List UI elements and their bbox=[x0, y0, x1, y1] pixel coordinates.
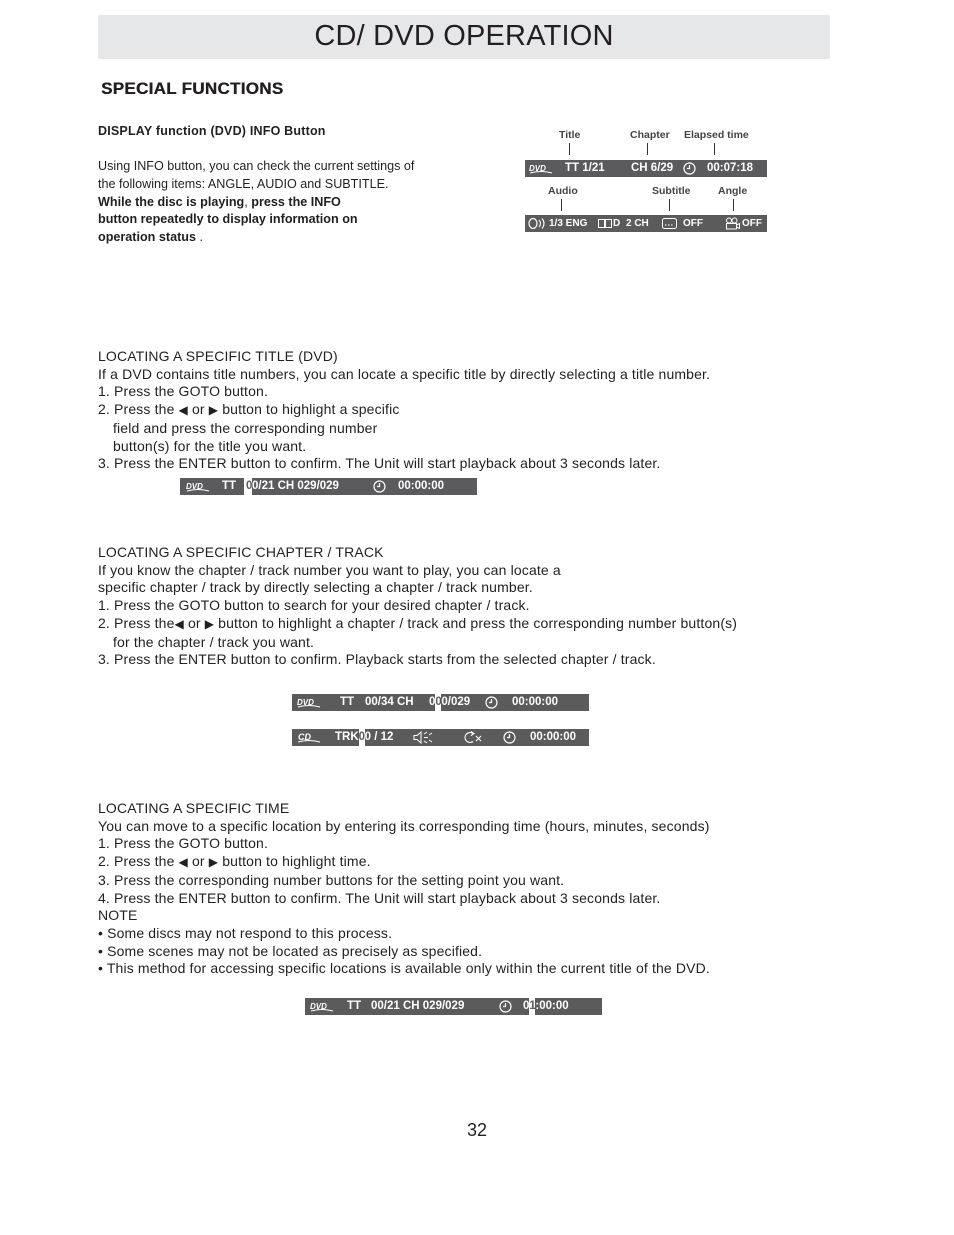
step-text: 2. Press the bbox=[98, 853, 179, 870]
left-arrow-icon: ◀ bbox=[174, 616, 184, 631]
section-heading: LOCATING A SPECIFIC TITLE (DVD) bbox=[98, 348, 338, 364]
osd-field-text: 0 / 12 bbox=[364, 731, 394, 743]
clock-icon bbox=[503, 731, 516, 744]
dvd-logo-icon bbox=[297, 697, 321, 708]
section-title: SPECIAL FUNCTIONS bbox=[101, 79, 284, 98]
body-line bbox=[98, 401, 710, 420]
osd-cursor: 1 bbox=[529, 998, 535, 1015]
osd-track-field bbox=[335, 729, 393, 746]
left-arrow-icon: ◀ bbox=[178, 855, 188, 870]
dvd-logo-icon bbox=[529, 163, 553, 174]
osd-audio-value: 1/3 ENG bbox=[549, 218, 588, 229]
osd-goto-time-bar bbox=[305, 998, 602, 1015]
right-arrow-icon: ▶ bbox=[208, 403, 219, 418]
right-arrow-icon: ▶ bbox=[208, 855, 219, 870]
title-section bbox=[98, 348, 710, 473]
info-description bbox=[98, 158, 478, 247]
osd-time-value: 00:00:00 bbox=[512, 696, 559, 708]
clock-icon bbox=[485, 696, 498, 709]
body-line: If a DVD contains title numbers, you can locate a specific title by directly selecting a title number. bbox=[98, 365, 711, 382]
osd-field-text: 0 bbox=[523, 1000, 530, 1012]
osd-info-bar-1 bbox=[525, 160, 767, 177]
osd-chapter-field bbox=[429, 694, 470, 711]
info-text: . bbox=[195, 230, 203, 245]
info-bold-text: button repeatedly to display information on bbox=[98, 212, 358, 227]
info-line: the following items: ANGLE, AUDIO and SUBTITLE. bbox=[98, 176, 389, 191]
step-text: or bbox=[183, 614, 205, 631]
svg-text:CD: CD bbox=[298, 732, 311, 742]
page-header-bar bbox=[98, 15, 830, 59]
cd-logo-icon bbox=[297, 732, 321, 743]
osd-dolby-label: D bbox=[613, 218, 621, 229]
pointer-line bbox=[733, 199, 734, 211]
label-elapsed-time: Elapsed time bbox=[684, 129, 749, 141]
pointer-line bbox=[714, 143, 715, 155]
osd-goto-chapter-bar bbox=[292, 694, 589, 711]
svg-text:DVD: DVD bbox=[310, 1002, 327, 1011]
osd-title-field bbox=[246, 478, 339, 495]
osd-goto-track-bar bbox=[292, 729, 589, 746]
body-line: 3. Press the ENTER button to confirm. Playback starts from the selected chapter / track. bbox=[98, 651, 656, 668]
audio-icon bbox=[528, 217, 548, 230]
osd-field-text: 0 bbox=[429, 696, 436, 708]
dolby-icon bbox=[598, 219, 612, 228]
note-label: NOTE bbox=[98, 907, 138, 924]
osd-elapsed-value: 00:07:18 bbox=[707, 162, 754, 174]
osd-title-chapter-value: 00/21 CH 029/029 bbox=[371, 1000, 465, 1012]
section-heading: LOCATING A SPECIFIC TIME bbox=[98, 800, 290, 816]
body-line: button(s) for the title you want. bbox=[113, 437, 307, 454]
osd-channels-value: 2 CH bbox=[626, 218, 649, 229]
pointer-line bbox=[669, 199, 670, 211]
osd-goto-title-bar bbox=[180, 478, 477, 495]
info-line bbox=[98, 194, 478, 212]
step-text: or bbox=[187, 853, 209, 870]
step-text: 2. Press the bbox=[98, 614, 175, 631]
page-number: 32 bbox=[466, 1120, 488, 1140]
camera-angle-icon bbox=[725, 217, 740, 230]
pointer-line bbox=[647, 143, 648, 155]
osd-chapter-value: CH 6/29 bbox=[631, 162, 674, 174]
osd-field-text: :00:00 bbox=[535, 1000, 569, 1012]
osd-tt-label: TT bbox=[340, 696, 355, 708]
body-line: 3. Press the corresponding number buttons for the setting point you want. bbox=[98, 871, 565, 888]
osd-info-bar-2 bbox=[525, 215, 767, 232]
body-line: specific chapter / track by directly selecting a chapter / track number. bbox=[98, 579, 533, 596]
label-title: Title bbox=[559, 129, 581, 141]
clock-icon bbox=[499, 1000, 512, 1013]
right-arrow-icon: ▶ bbox=[204, 616, 215, 631]
svg-text:DVD: DVD bbox=[297, 698, 314, 707]
info-text: , bbox=[244, 194, 252, 209]
dvd-logo-icon bbox=[310, 1001, 334, 1012]
label-angle: Angle bbox=[718, 185, 748, 197]
body-line bbox=[98, 615, 737, 634]
osd-time-value: 00:00:00 bbox=[398, 480, 445, 492]
body-line: 3. Press the ENTER button to confirm. The Unit will start playback about 3 seconds later. bbox=[98, 455, 661, 472]
label-audio: Audio bbox=[548, 185, 578, 197]
label-chapter: Chapter bbox=[630, 129, 670, 141]
info-bold-text: press the INFO bbox=[251, 194, 341, 209]
info-line bbox=[98, 229, 478, 247]
page-title: CD/ DVD OPERATION bbox=[314, 20, 614, 52]
step-text: button to highlight a chapter / track and press the corresponding number button(s) bbox=[214, 614, 738, 631]
osd-cursor: 0 bbox=[359, 729, 365, 746]
body-line: 1. Press the GOTO button. bbox=[98, 383, 269, 400]
left-arrow-icon: ◀ bbox=[178, 403, 188, 418]
svg-text:DVD: DVD bbox=[529, 164, 546, 173]
osd-time-field bbox=[523, 998, 569, 1015]
dvd-logo-icon bbox=[186, 481, 210, 492]
osd-cursor: 0 bbox=[435, 694, 441, 711]
osd-title-value: 00/34 CH bbox=[365, 696, 414, 708]
body-line: You can move to a specific location by entering its corresponding time (hours, minutes, seconds) bbox=[98, 817, 710, 834]
osd-angle-value: OFF bbox=[742, 218, 762, 229]
body-line bbox=[98, 853, 710, 872]
body-line: field and press the corresponding number bbox=[113, 419, 378, 436]
body-line: 1. Press the GOTO button to search for your desired chapter / track. bbox=[98, 597, 530, 614]
body-line: for the chapter / track you want. bbox=[113, 633, 315, 650]
osd-field-text: 0/029 bbox=[441, 696, 471, 708]
osd-field-text: 0/21 CH 029/029 bbox=[252, 480, 339, 492]
pointer-line bbox=[561, 199, 562, 211]
osd-subtitle-value: OFF bbox=[683, 218, 703, 229]
subtitle-icon bbox=[662, 218, 677, 229]
audio-channel-icon bbox=[412, 731, 434, 744]
pointer-line bbox=[569, 143, 570, 155]
info-line: Using INFO button, you can check the current settings of bbox=[98, 159, 415, 173]
step-text: 2. Press the bbox=[98, 401, 179, 418]
step-text: button to highlight a specific bbox=[218, 401, 400, 418]
osd-tt-label: TT bbox=[222, 480, 237, 492]
info-bold-text: operation status bbox=[98, 230, 196, 245]
time-section bbox=[98, 800, 710, 978]
body-line: 1. Press the GOTO button. bbox=[98, 835, 269, 852]
info-bold-text: While the disc is playing bbox=[98, 194, 245, 209]
info-line bbox=[98, 211, 478, 229]
body-line: 4. Press the ENTER button to confirm. The Unit will start playback about 3 seconds later. bbox=[98, 889, 661, 906]
step-text: or bbox=[187, 401, 209, 418]
repeat-off-icon bbox=[464, 731, 484, 744]
svg-text:DVD: DVD bbox=[186, 482, 203, 491]
note-bullet: • Some discs may not respond to this process. bbox=[98, 924, 393, 941]
note-bullet: • This method for accessing specific locations is available only within the current title of the DVD. bbox=[98, 960, 710, 977]
info-heading: DISPLAY function (DVD) INFO Button bbox=[98, 124, 326, 138]
osd-title-value: TT 1/21 bbox=[565, 162, 605, 174]
osd-time-value: 00:00:00 bbox=[530, 731, 577, 743]
body-line: If you know the chapter / track number you want to play, you can locate a bbox=[98, 561, 561, 578]
osd-trk-label: TRK bbox=[335, 731, 359, 743]
step-text: button to highlight time. bbox=[218, 853, 371, 870]
label-subtitle: Subtitle bbox=[652, 185, 691, 197]
chapter-section bbox=[98, 544, 737, 669]
clock-icon bbox=[373, 480, 386, 493]
section-heading: LOCATING A SPECIFIC CHAPTER / TRACK bbox=[98, 544, 384, 560]
clock-icon bbox=[683, 162, 696, 175]
osd-tt-label: TT bbox=[347, 1000, 362, 1012]
note-bullet: • Some scenes may not be located as precisely as specified. bbox=[98, 942, 483, 959]
osd-cursor: 0 bbox=[246, 478, 252, 495]
